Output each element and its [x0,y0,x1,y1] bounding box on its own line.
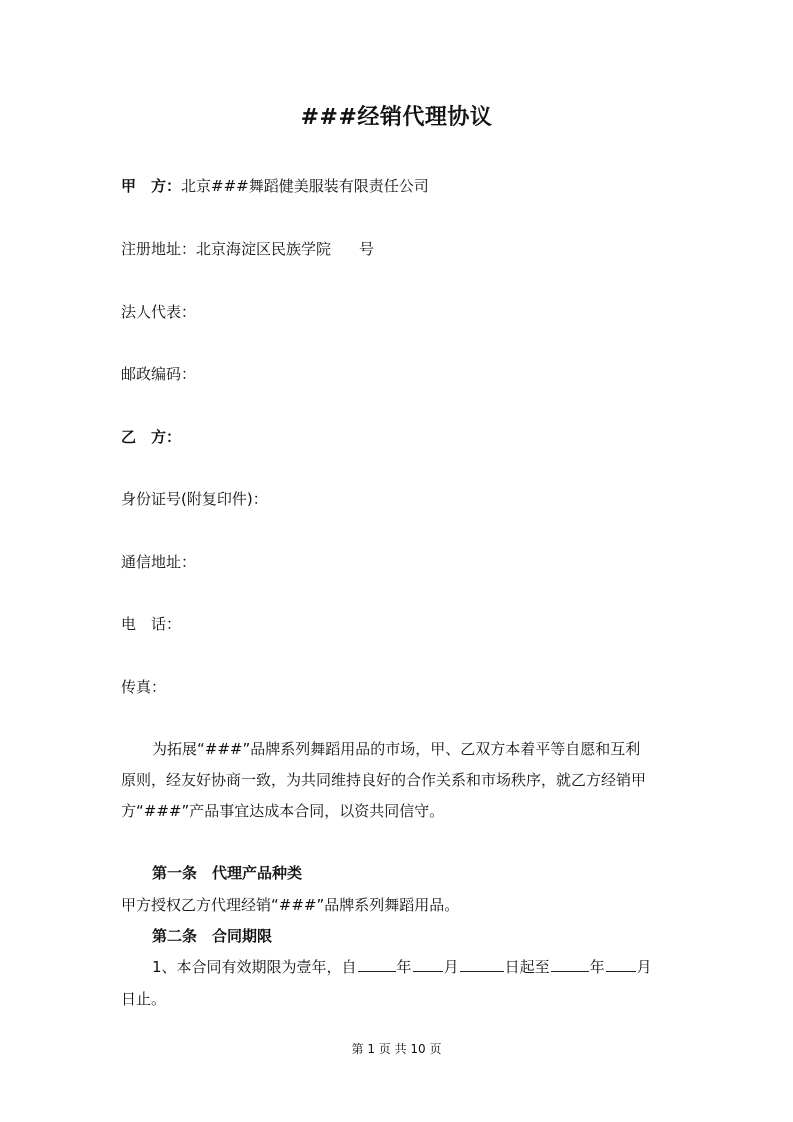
mailing-address-label: 通信地址： [121,553,197,571]
party-b-line [121,426,181,447]
party-a-address-suffix: 号 [359,240,375,258]
legal-rep-label: 法人代表： [121,303,197,321]
end-month-label: 月 [636,958,652,976]
party-a-address-label: 注册地址： [121,240,197,258]
end-year-blank[interactable] [551,956,589,972]
end-year-label: 年 [589,958,605,976]
article-1-heading: 第一条 代理产品种类 [152,864,303,882]
start-month-label: 月 [443,958,459,976]
article-2-line-2: 日止。 [121,990,167,1008]
end-month-blank[interactable] [606,956,636,972]
article-2-line-1 [152,956,652,977]
start-month-blank[interactable] [413,956,443,972]
fax-line [121,676,166,697]
legal-rep-line [121,301,196,322]
preamble-line-3: 方“###”产品事宜达成本合同，以资共同信守。 [121,802,445,820]
phone-label: 电 话： [121,615,182,633]
article-1-body: 甲方授权乙方代理经销“###”品牌系列舞蹈用品。 [121,896,460,914]
party-a-line [121,175,429,196]
start-year-blank[interactable] [358,956,396,972]
fax-label: 传真： [121,678,167,696]
postcode-label: 邮政编码： [121,365,197,383]
id-number-label: 身份证号(附复印件)： [121,490,268,508]
party-a-label: 甲 方： [121,177,182,195]
preamble-line-2: 原则，经友好协商一致，为共同维持良好的合作关系和市场秩序，就乙方经销甲 [121,771,647,789]
mailing-address-line [121,551,196,572]
postcode-line [121,363,196,384]
term-intro: 1、本合同有效期限为壹年，自 [152,958,357,976]
party-a-address-line [121,238,374,259]
document-title: ###经销代理协议 [300,105,493,130]
party-a-address-value: 北京海淀区民族学院 [196,240,332,258]
party-b-label: 乙 方： [121,428,182,446]
id-number-line [121,488,268,509]
page-footer: 第 1 页 共 10 页 [351,1042,442,1056]
start-day-label: 日起至 [504,958,550,976]
start-day-blank[interactable] [460,956,504,972]
start-year-label: 年 [396,958,412,976]
article-2-heading: 第二条 合同期限 [152,927,273,945]
party-a-value: 北京###舞蹈健美服装有限责任公司 [181,177,429,195]
phone-line [121,613,181,634]
preamble-line-1: 为拓展“###”品牌系列舞蹈用品的市场，甲、乙双方本着平等自愿和互利 [152,740,641,758]
